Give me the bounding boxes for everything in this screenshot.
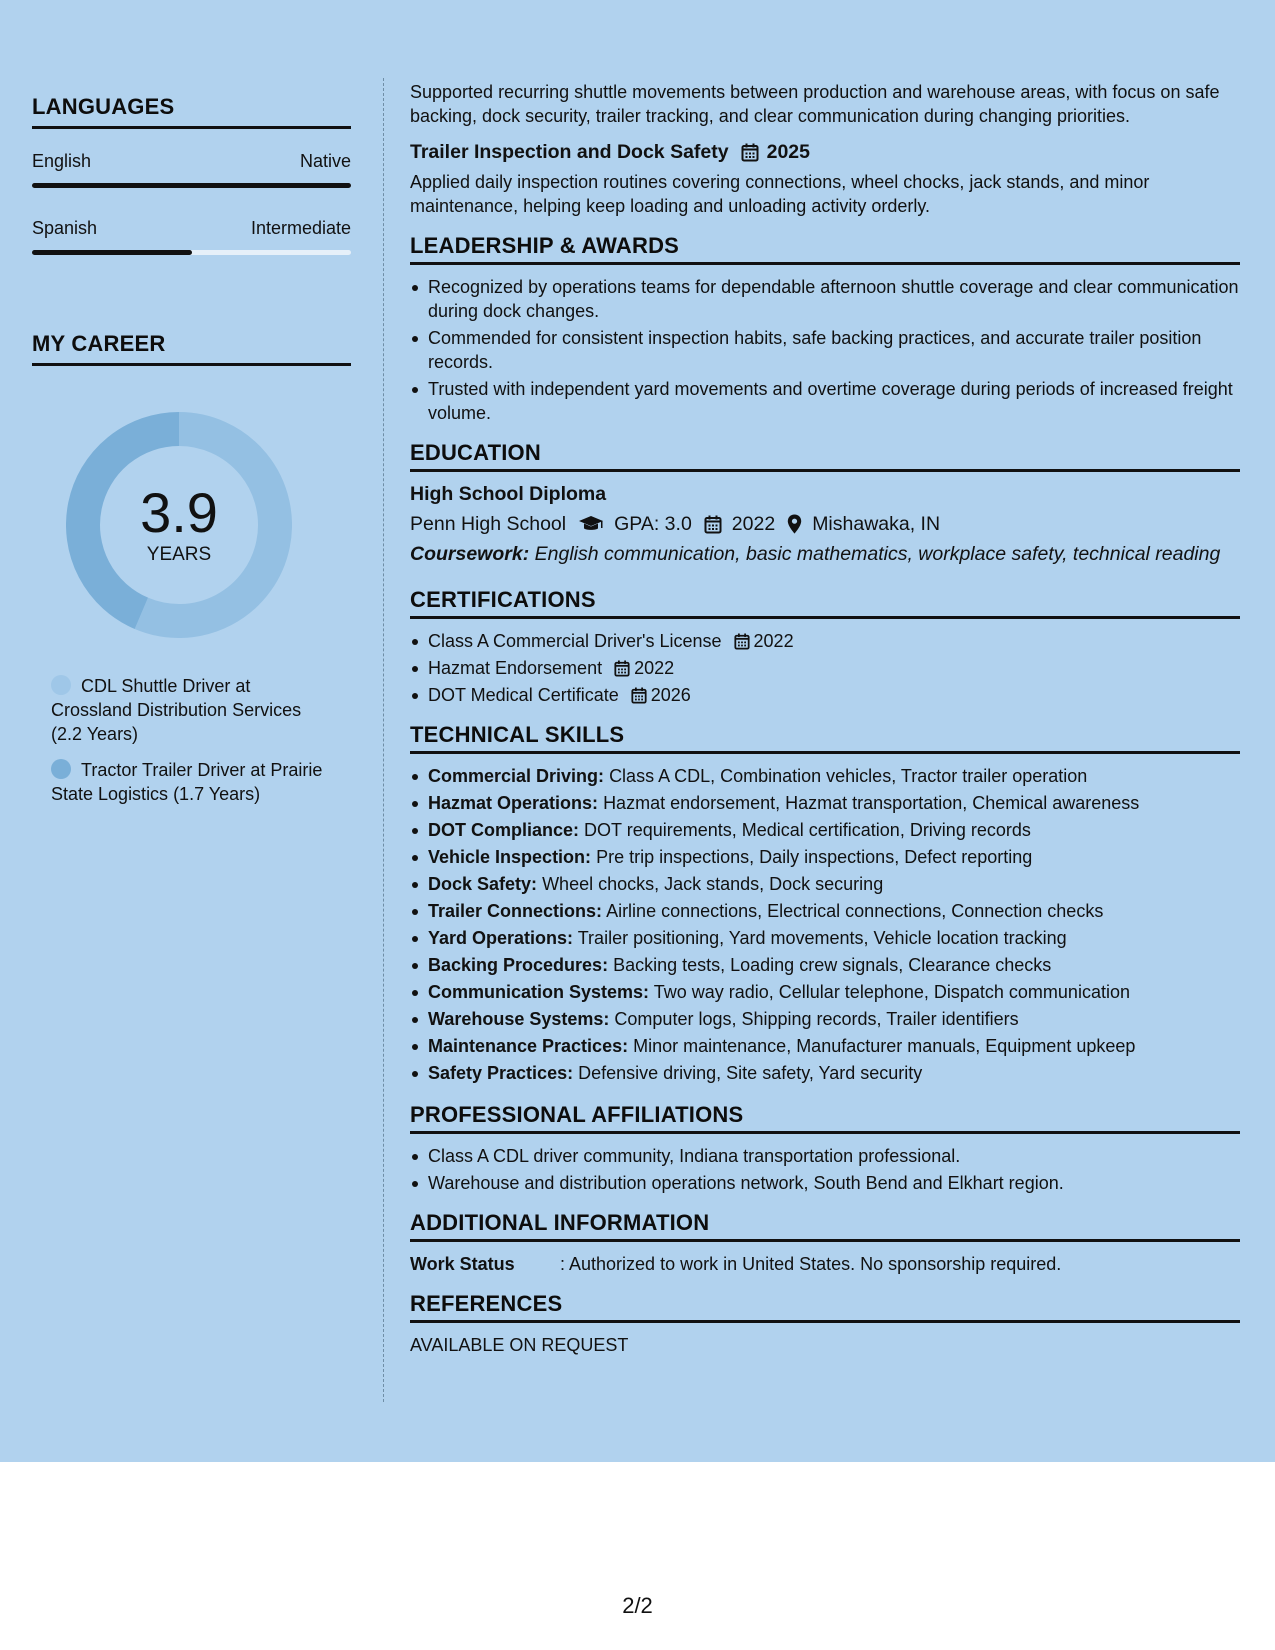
skill-category: Dock Safety:	[428, 874, 538, 894]
coursework-label: Coursework:	[410, 543, 530, 565]
skill-values: Trailer positioning, Yard movements, Vehicle location tracking	[577, 928, 1067, 948]
education-school: Penn High School	[410, 513, 567, 535]
certifications-heading: CERTIFICATIONS	[410, 588, 1240, 619]
list-item: Trusted with independent yard movements and overtime coverage during periods of increased freight volume.	[410, 377, 1240, 425]
education-location: Mishawaka, IN	[812, 513, 941, 535]
list-item	[410, 629, 1240, 653]
career-legend-label: CDL Shuttle Driver at Crossland Distribution Services (2.2 Years)	[51, 676, 302, 744]
certifications-list	[410, 629, 1240, 707]
languages-heading: LANGUAGES	[32, 94, 351, 129]
certification-name: Hazmat Endorsement	[428, 658, 603, 678]
career-total-unit: YEARS	[146, 544, 212, 565]
skill-category: Vehicle Inspection:	[428, 847, 592, 867]
skill-values: Computer logs, Shipping records, Trailer identifiers	[614, 1009, 1019, 1029]
skills-list	[410, 764, 1240, 1085]
education-details	[410, 512, 1240, 536]
skill-values: Two way radio, Cellular telephone, Dispatch communication	[653, 982, 1130, 1002]
location-pin-icon	[787, 514, 802, 534]
skill-category: Warehouse Systems:	[428, 1009, 610, 1029]
language-item	[32, 218, 351, 255]
skill-category: Backing Procedures:	[428, 955, 609, 975]
work-status-row	[410, 1252, 1240, 1276]
leadership-heading: LEADERSHIP & AWARDS	[410, 234, 1240, 265]
coursework-text: English communication, basic mathematics, workplace safety, technical reading	[534, 543, 1221, 565]
list-item: Warehouse and distribution operations network, South Bend and Elkhart region.	[410, 1171, 1240, 1195]
skill-category: DOT Compliance:	[428, 820, 580, 840]
project-title-row	[410, 140, 1240, 164]
education-heading: EDUCATION	[410, 441, 1240, 472]
language-proficiency-fill	[32, 183, 351, 188]
certification-year: 2022	[753, 631, 794, 651]
list-item	[410, 791, 1240, 815]
list-item	[410, 953, 1240, 977]
career-legend	[32, 674, 332, 806]
skill-category: Trailer Connections:	[428, 901, 603, 921]
certification-year: 2026	[650, 685, 691, 705]
skill-values: Wheel chocks, Jack stands, Dock securing	[542, 874, 884, 894]
list-item	[410, 1034, 1240, 1058]
skill-category: Safety Practices:	[428, 1063, 574, 1083]
experience-intro: Supported recurring shuttle movements between production and warehouse areas, with focus on safe backing, dock security, trailer tracking, and clear communication during changing priorities.	[410, 82, 1220, 126]
list-item	[410, 872, 1240, 896]
references-heading: REFERENCES	[410, 1292, 1240, 1323]
calendar-icon	[631, 687, 647, 704]
project-title: Trailer Inspection and Dock Safety	[410, 141, 729, 163]
skill-category: Yard Operations:	[428, 928, 574, 948]
career-legend-item	[51, 758, 332, 806]
career-legend-item	[51, 674, 332, 746]
education-degree: High School Diploma	[410, 483, 607, 505]
skill-category: Hazmat Operations:	[428, 793, 599, 813]
calendar-icon	[734, 633, 750, 650]
career-total-value: 3.9	[140, 481, 218, 544]
skills-heading: TECHNICAL SKILLS	[410, 723, 1240, 754]
language-level: Native	[299, 151, 351, 171]
list-item	[410, 656, 1240, 680]
skill-category: Maintenance Practices:	[428, 1036, 629, 1056]
list-item	[410, 818, 1240, 842]
left-column	[32, 94, 351, 818]
calendar-icon	[704, 515, 722, 534]
skill-values: DOT requirements, Medical certification, Driving records	[584, 820, 1031, 840]
career-donut-chart	[66, 412, 292, 638]
language-proficiency-fill	[32, 250, 192, 255]
skill-category: Communication Systems:	[428, 982, 650, 1002]
right-column	[410, 80, 1240, 1357]
list-item	[410, 845, 1240, 869]
work-status-value: : Authorized to work in United States. No sponsorship required.	[560, 1254, 1062, 1274]
legend-dot-icon	[51, 675, 71, 695]
career-donut-center	[66, 412, 292, 638]
page-number: 2/2	[622, 1593, 653, 1618]
career-heading: MY CAREER	[32, 331, 351, 366]
graduation-cap-icon	[578, 515, 604, 533]
list-item	[410, 1061, 1240, 1085]
legend-dot-icon	[51, 759, 71, 779]
project-year: 2025	[766, 141, 810, 163]
education-coursework	[410, 542, 1240, 566]
affiliations-list	[410, 1144, 1240, 1195]
certification-name: DOT Medical Certificate	[428, 685, 619, 705]
language-proficiency-bar	[32, 250, 351, 255]
list-item	[410, 899, 1240, 923]
additional-heading: ADDITIONAL INFORMATION	[410, 1211, 1240, 1242]
language-item	[32, 151, 351, 188]
career-legend-label: Tractor Trailer Driver at Prairie State Logistics (1.7 Years)	[51, 760, 323, 804]
list-item	[410, 980, 1240, 1004]
language-name: English	[32, 151, 92, 171]
list-item	[410, 926, 1240, 950]
list-item	[410, 1007, 1240, 1031]
language-proficiency-bar	[32, 183, 351, 188]
list-item: Recognized by operations teams for dependable afternoon shuttle coverage and clear communication during dock changes.	[410, 275, 1240, 323]
language-name: Spanish	[32, 218, 98, 238]
references-text: AVAILABLE ON REQUEST	[410, 1335, 629, 1355]
list-item: Class A CDL driver community, Indiana transportation professional.	[410, 1144, 1240, 1168]
skill-values: Pre trip inspections, Daily inspections, Defect reporting	[596, 847, 1033, 867]
calendar-icon	[741, 143, 759, 162]
language-level: Intermediate	[250, 218, 351, 238]
skill-values: Airline connections, Electrical connections, Connection checks	[606, 901, 1104, 921]
skill-values: Class A CDL, Combination vehicles, Tractor trailer operation	[609, 766, 1088, 786]
work-status-label: Work Status	[410, 1254, 515, 1274]
list-item	[410, 764, 1240, 788]
education-gpa: GPA: 3.0	[614, 513, 692, 535]
calendar-icon	[614, 660, 630, 677]
education-year: 2022	[731, 513, 776, 535]
certification-year: 2022	[634, 658, 675, 678]
list-item: Commended for consistent inspection habits, safe backing practices, and accurate trailer position records.	[410, 326, 1240, 374]
project-description: Applied daily inspection routines covering connections, wheel chocks, jack stands, and minor maintenance, helping keep loading and unloading activity orderly.	[410, 172, 1150, 216]
certification-name: Class A Commercial Driver's License	[428, 631, 722, 651]
skill-values: Minor maintenance, Manufacturer manuals, Equipment upkeep	[633, 1036, 1136, 1056]
affiliations-heading: PROFESSIONAL AFFILIATIONS	[410, 1103, 1240, 1134]
skill-category: Commercial Driving:	[428, 766, 605, 786]
skill-values: Hazmat endorsement, Hazmat transportation, Chemical awareness	[603, 793, 1140, 813]
column-divider	[383, 78, 384, 1402]
skill-values: Backing tests, Loading crew signals, Clearance checks	[613, 955, 1052, 975]
skill-values: Defensive driving, Site safety, Yard security	[578, 1063, 923, 1083]
list-item	[410, 683, 1240, 707]
leadership-list	[410, 275, 1240, 425]
